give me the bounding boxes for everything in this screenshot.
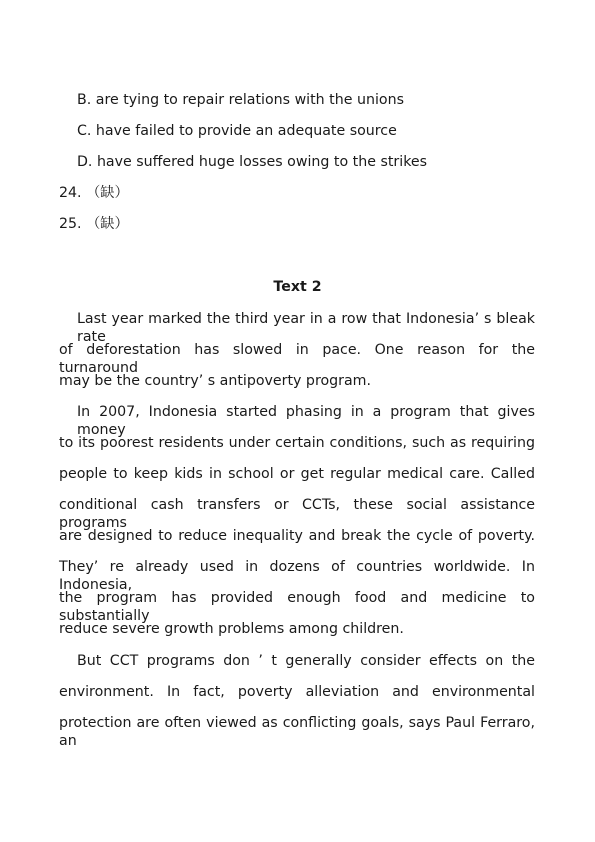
paragraph-2-line-5: are designed to reduce inequality and break the cycle of poverty. xyxy=(59,528,535,544)
paragraph-3-line-1: But CCT programs don ’ t generally consider effects on the xyxy=(77,653,535,669)
paragraph-2-line-8: reduce severe growth problems among children. xyxy=(59,621,404,637)
paragraph-2-line-2: to its poorest residents under certain conditions, such as requiring xyxy=(59,435,535,451)
paragraph-2-line-1: In 2007, Indonesia started phasing in a program that gives money xyxy=(77,404,535,438)
paragraph-2-line-6: They’ re already used in dozens of countries worldwide. In Indonesia, xyxy=(59,559,535,593)
paragraph-1-line-1: Last year marked the third year in a row that Indonesia’ s bleak rate xyxy=(77,311,535,345)
option-d: D. have suffered huge losses owing to the strikes xyxy=(77,154,428,170)
option-c: C. have failed to provide an adequate source xyxy=(77,123,397,139)
section-title: Text 2 xyxy=(273,279,322,295)
paragraph-1-line-2: of deforestation has slowed in pace. One reason for the turnaround xyxy=(59,342,535,376)
paragraph-3-line-3: protection are often viewed as conflicting goals, says Paul Ferraro, an xyxy=(59,715,535,749)
paragraph-3-line-2: environment. In fact, poverty alleviation and environmental xyxy=(59,684,535,700)
question-25: 25. （缺） xyxy=(59,216,129,232)
question-24: 24. （缺） xyxy=(59,185,129,201)
paragraph-2-line-7: the program has provided enough food and medicine to substantially xyxy=(59,590,535,624)
paragraph-2-line-4: conditional cash transfers or CCTs, these social assistance programs xyxy=(59,497,535,531)
paragraph-1-line-3: may be the country’ s antipoverty program. xyxy=(59,373,372,389)
paragraph-2-line-3: people to keep kids in school or get regular medical care. Called xyxy=(59,466,535,482)
option-b: B. are tying to repair relations with the unions xyxy=(77,92,404,108)
